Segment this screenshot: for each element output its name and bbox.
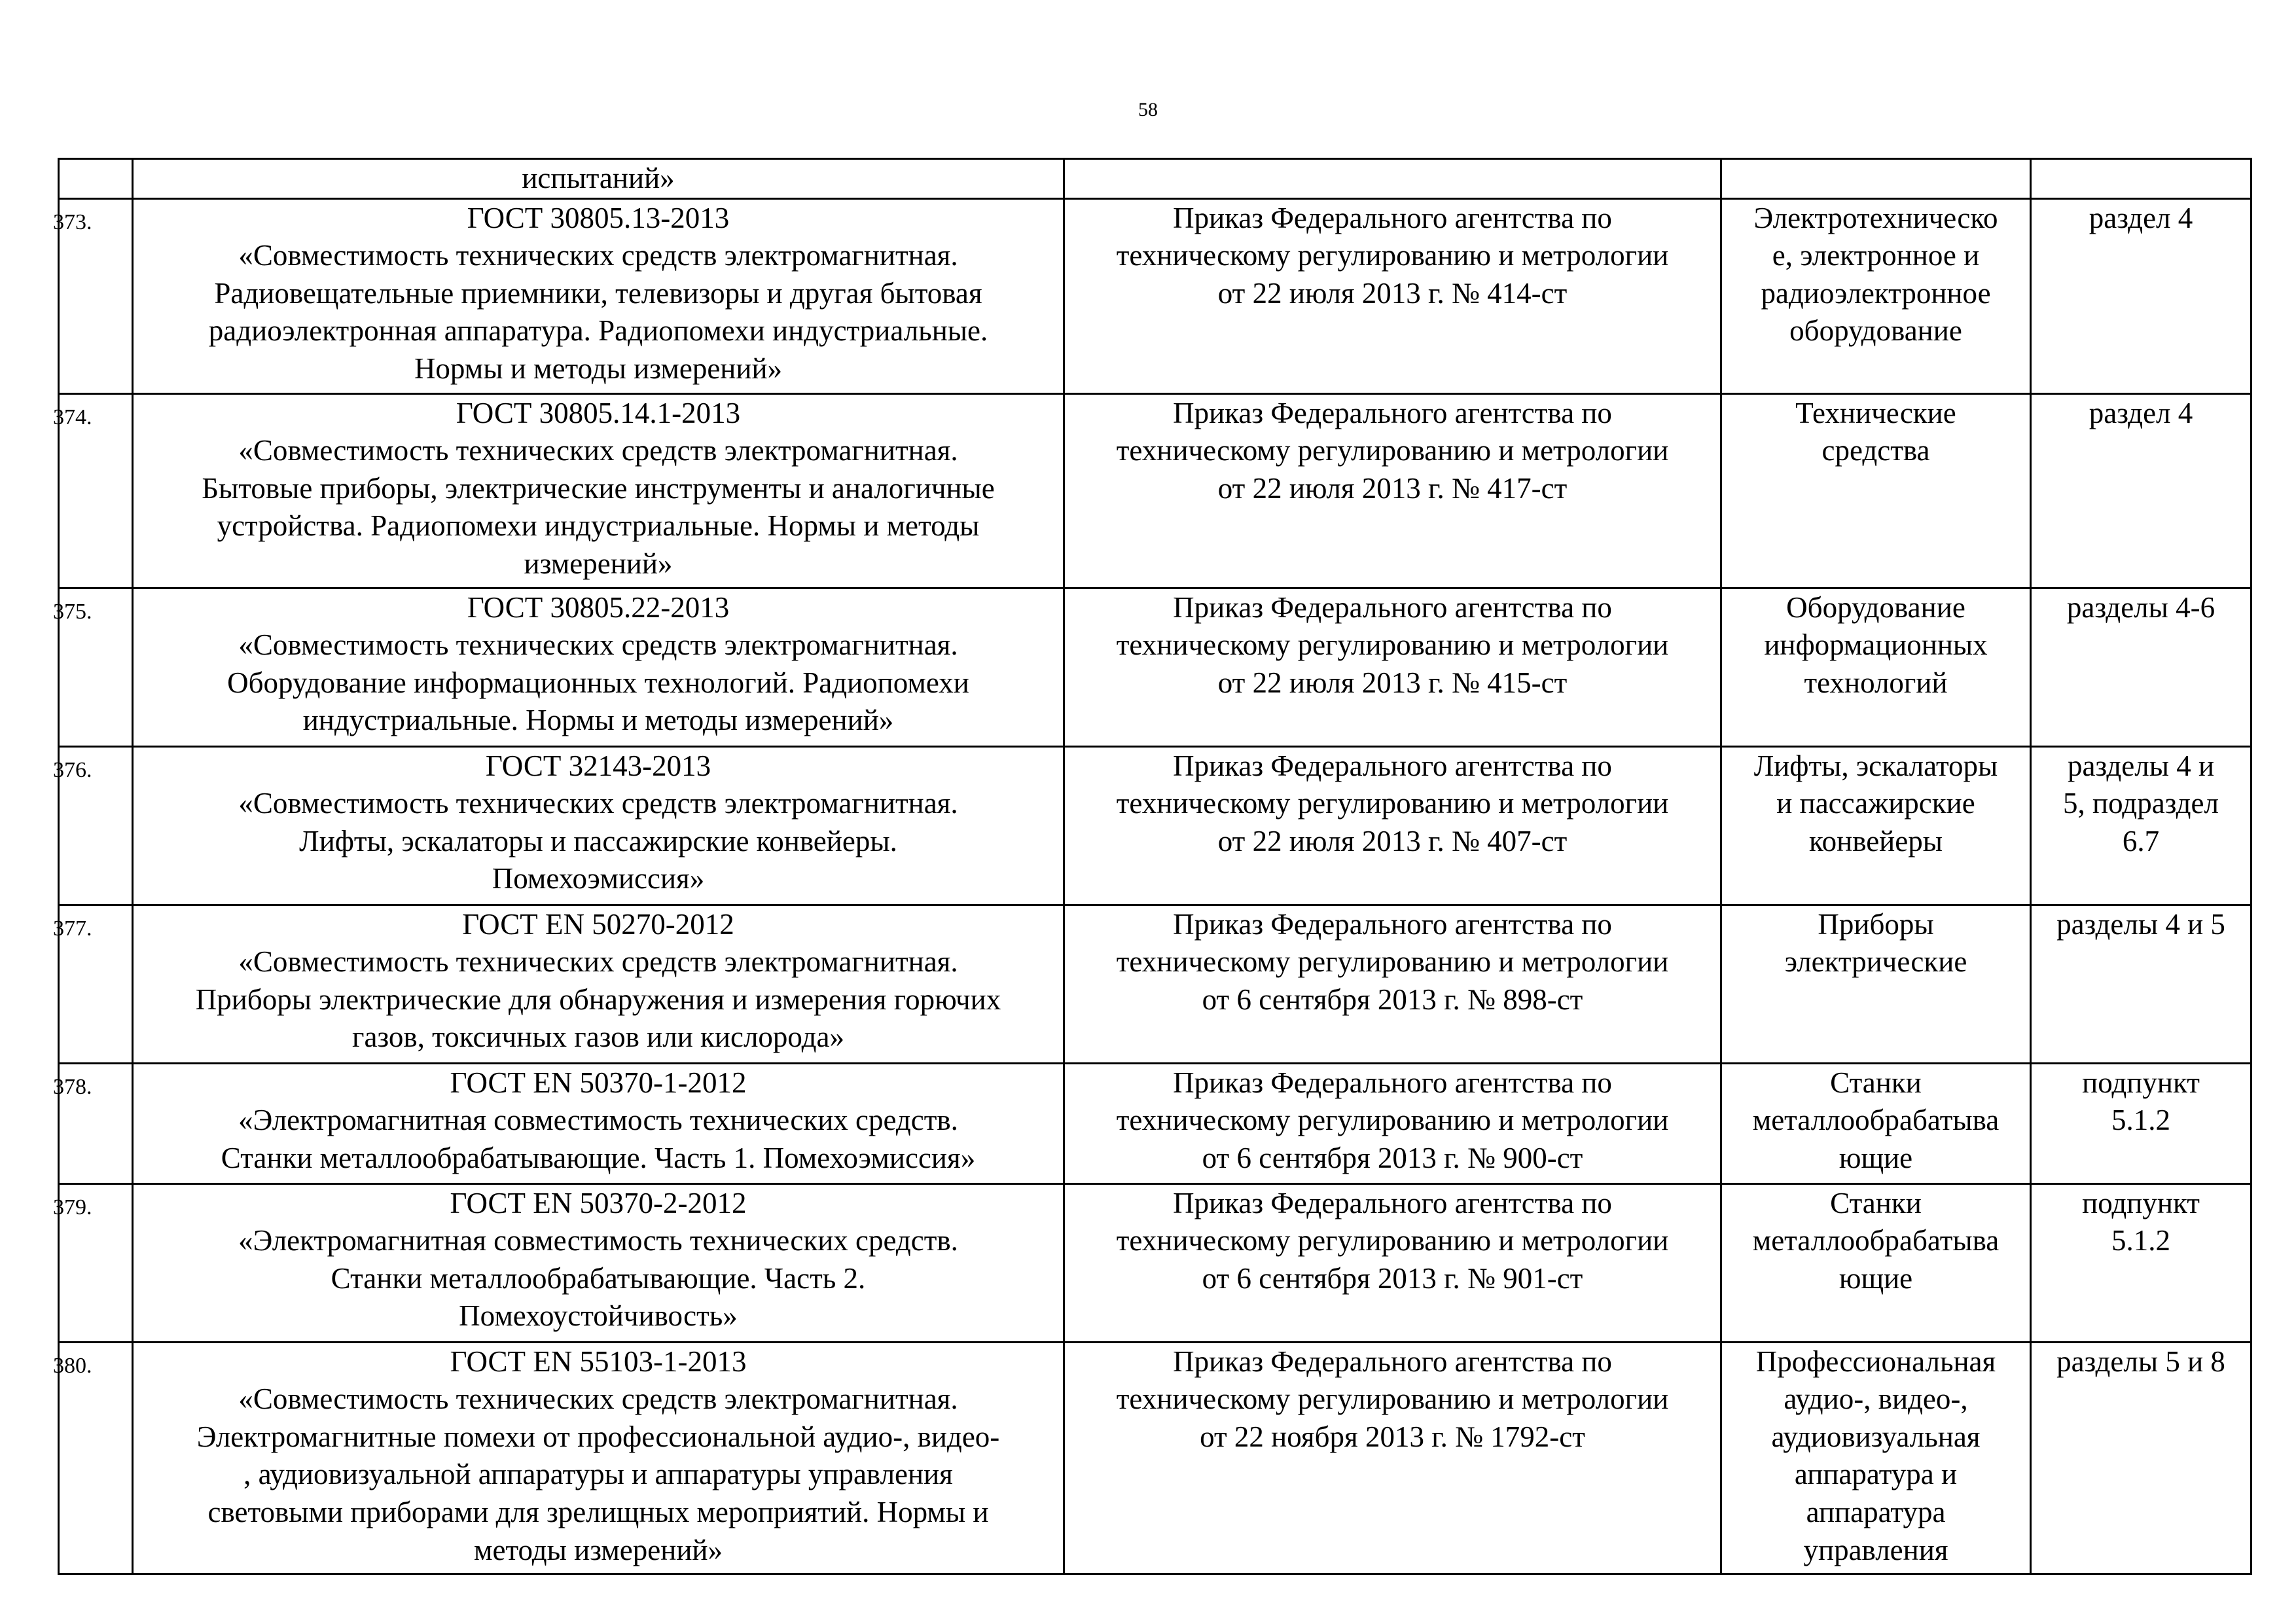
order-text-line: техническому регулированию и метрологии (1116, 945, 1669, 979)
order-text-line: техническому регулированию и метрологии (1116, 628, 1669, 662)
object-text-line: аудиовизуальная (1771, 1420, 1981, 1453)
standards-table (53, 158, 2252, 1575)
order-text-line: Приказ Федерального агентства по (1173, 907, 1612, 941)
gost-text-line: Лифты, эскалаторы и пассажирские конвейеры. (299, 824, 897, 857)
gost-text-line: ГОСТ EN 50370-1-2012 (450, 1066, 747, 1099)
section-text-line: разделы 4 и (2067, 749, 2215, 782)
gost-text-line: ГОСТ 30805.22-2013 (467, 590, 730, 624)
gost-text-line: , аудиовизуальной аппаратуры и аппаратуры управления (243, 1458, 953, 1491)
order-text-line: Приказ Федерального агентства по (1173, 1186, 1612, 1219)
gost-cell (133, 1342, 1064, 1574)
object-text-line: Приборы (1818, 907, 1934, 941)
section-text-line: разделы 4 и 5 (2056, 907, 2225, 941)
order-cell (1064, 905, 1721, 1063)
gost-text-line: Бытовые приборы, электрические инструменты и аналогичные (202, 471, 995, 505)
gost-text-line: Станки металлообрабатывающие. Часть 2. (331, 1261, 866, 1295)
object-text-line: Лифты, эскалаторы (1753, 749, 1998, 782)
section-cell (2031, 393, 2251, 588)
order-text-line: техническому регулированию и метрологии (1116, 787, 1669, 820)
gost-text-line: Радиовещательные приемники, телевизоры и другая бытовая (214, 276, 982, 310)
gost-text-line: ГОСТ EN 50270-2012 (462, 907, 734, 941)
gost-text-line: методы измерений» (474, 1533, 723, 1566)
object-text-line: ющие (1839, 1141, 1913, 1174)
continuation-gost-cell (133, 159, 1064, 199)
object-text-line: средства (1821, 434, 1930, 467)
gost-text-line: газов, токсичных газов или кислорода» (351, 1020, 844, 1054)
continuation-section-cell (2031, 159, 2251, 199)
row-number: 375. (53, 599, 92, 624)
object-cell (1721, 198, 2031, 393)
section-text-line: подпункт (2082, 1066, 2200, 1099)
object-text-line: управления (1803, 1533, 1948, 1566)
gost-text-line: радиоэлектронная аппаратура. Радиопомехи индустриальные. (208, 314, 988, 348)
order-text-line: техническому регулированию и метрологии (1116, 239, 1669, 272)
section-text-line: 5, подраздел (2063, 787, 2219, 820)
section-text-line: раздел 4 (2089, 201, 2193, 234)
gost-text-line: индустриальные. Нормы и методы измерений» (302, 704, 894, 737)
gost-text-line: ГОСТ 30805.14.1-2013 (456, 396, 741, 429)
object-text-line: Профессиональная (1755, 1344, 1996, 1378)
gost-text-line: «Совместимость технических средств электромагнитная. (238, 945, 958, 979)
gost-cell (133, 1183, 1064, 1342)
gost-text-line: «Совместимость технических средств электромагнитная. (238, 628, 958, 662)
continuation-order-cell (1064, 159, 1721, 199)
table-row (59, 198, 2251, 393)
table-row (59, 1063, 2251, 1183)
table-body (53, 159, 2251, 1574)
gost-cell (133, 746, 1064, 905)
object-text-line: радиоэлектронное (1761, 276, 1991, 310)
gost-text-line: устройства. Радиопомехи индустриальные. Нормы и методы (217, 509, 980, 543)
order-cell (1064, 746, 1721, 905)
object-text-line: Электротехническо (1753, 201, 1998, 234)
row-number-cell (53, 1063, 133, 1183)
row-number-cell (53, 588, 133, 746)
table-row (59, 1183, 2251, 1342)
section-text-line: 6.7 (2122, 824, 2160, 857)
order-text-line: Приказ Федерального агентства по (1173, 1066, 1612, 1099)
section-text-line: разделы 5 и 8 (2056, 1344, 2225, 1378)
gost-text-line: световыми приборами для зрелищных мероприятий. Нормы и (207, 1495, 989, 1528)
order-text-line: Приказ Федерального агентства по (1173, 201, 1612, 234)
order-text-line: Приказ Федерального агентства по (1173, 1344, 1612, 1378)
gost-cell (133, 393, 1064, 588)
gost-text-line: «Совместимость технических средств электромагнитная. (238, 434, 958, 467)
object-text-line: Технические (1795, 396, 1956, 429)
object-cell (1721, 1063, 2031, 1183)
object-text-line: е, электронное и (1772, 239, 1980, 272)
object-text-line: электрические (1784, 945, 1967, 979)
gost-text-line: ГОСТ EN 55103-1-2013 (450, 1344, 747, 1378)
gost-text-line: ГОСТ 30805.13-2013 (467, 201, 730, 234)
order-cell (1064, 1183, 1721, 1342)
gost-text-line: Помехоэмиссия» (492, 862, 705, 895)
gost-text-line: Электромагнитные помехи от профессиональной аудио-, видео- (196, 1420, 1000, 1453)
order-cell (1064, 1063, 1721, 1183)
object-text-line: аппаратура (1806, 1495, 1946, 1528)
order-text-line: от 22 ноября 2013 г. № 1792-ст (1200, 1420, 1585, 1453)
order-text-line: от 6 сентября 2013 г. № 898-ст (1202, 983, 1583, 1016)
order-text-line: от 22 июля 2013 г. № 417-ст (1217, 471, 1568, 505)
gost-text-line: ГОСТ EN 50370-2-2012 (450, 1186, 747, 1219)
section-text-line: 5.1.2 (2111, 1104, 2170, 1137)
section-text-line: разделы 4-6 (2066, 590, 2215, 624)
object-text-line: ющие (1839, 1261, 1913, 1295)
row-number-cell (53, 905, 133, 1063)
object-cell (1721, 1183, 2031, 1342)
section-text-line: раздел 4 (2089, 396, 2193, 429)
object-text-line: и пассажирские (1776, 787, 1975, 820)
gost-cell (133, 905, 1064, 1063)
gost-cell (133, 1063, 1064, 1183)
order-text-line: Приказ Федерального агентства по (1173, 590, 1612, 624)
object-cell (1721, 905, 2031, 1063)
gost-text-line: Станки металлообрабатывающие. Часть 1. Помехоэмиссия» (221, 1141, 976, 1174)
table-row (59, 746, 2251, 905)
object-text-line: Станки (1830, 1066, 1922, 1099)
object-cell (1721, 393, 2031, 588)
order-cell (1064, 393, 1721, 588)
object-text-line: конвейеры (1809, 824, 1943, 857)
order-text-line: от 6 сентября 2013 г. № 901-ст (1202, 1261, 1583, 1295)
section-cell (2031, 1342, 2251, 1574)
continuation-row (59, 159, 2251, 199)
row-number: 376. (53, 757, 92, 782)
gost-text-line: «Совместимость технических средств электромагнитная. (238, 239, 958, 272)
object-cell (1721, 746, 2031, 905)
order-text-line: от 6 сентября 2013 г. № 900-ст (1202, 1141, 1583, 1174)
section-text-line: подпункт (2082, 1186, 2200, 1219)
row-number: 378. (53, 1074, 92, 1099)
page-number: 58 (1138, 99, 1158, 120)
object-text-line: аппаратура и (1794, 1458, 1958, 1491)
object-text-line: информационных (1764, 628, 1988, 662)
gost-text-line: Приборы электрические для обнаружения и измерения горючих (195, 983, 1001, 1016)
table-row (59, 393, 2251, 588)
section-cell (2031, 746, 2251, 905)
table-row (59, 1342, 2251, 1574)
gost-cell (133, 198, 1064, 393)
row-number: 374. (53, 405, 92, 429)
section-cell (2031, 588, 2251, 746)
order-cell (1064, 1342, 1721, 1574)
row-number: 379. (53, 1195, 92, 1219)
object-text-line: технологий (1804, 666, 1948, 699)
order-text-line: техническому регулированию и метрологии (1116, 1382, 1669, 1416)
row-number-cell (53, 746, 133, 905)
object-text-line: Оборудование (1786, 590, 1965, 624)
section-cell (2031, 1183, 2251, 1342)
gost-text-line: Нормы и методы измерений» (414, 352, 783, 385)
object-text-line: металлообрабатыва (1752, 1104, 2000, 1137)
order-cell (1064, 588, 1721, 746)
section-text-line: 5.1.2 (2111, 1224, 2170, 1257)
order-text-line: от 22 июля 2013 г. № 414-ст (1217, 276, 1568, 310)
order-text-line: от 22 июля 2013 г. № 415-ст (1217, 666, 1568, 699)
table-row (59, 905, 2251, 1063)
gost-cell (133, 588, 1064, 746)
continuation-num-cell (59, 159, 133, 199)
row-number-cell (53, 1342, 133, 1574)
order-text-line: техническому регулированию и метрологии (1116, 1224, 1669, 1257)
object-text-line: Станки (1830, 1186, 1922, 1219)
gost-text-line: «Совместимость технических средств электромагнитная. (238, 787, 958, 820)
row-number-cell (53, 393, 133, 588)
object-text-line: металлообрабатыва (1752, 1224, 2000, 1257)
gost-text-line: «Электромагнитная совместимость технических средств. (238, 1224, 958, 1257)
gost-text-line: Помехоустойчивость» (459, 1299, 738, 1333)
section-cell (2031, 905, 2251, 1063)
row-number-cell (53, 198, 133, 393)
row-number: 373. (53, 209, 92, 234)
gost-text-line: «Электромагнитная совместимость технических средств. (238, 1104, 958, 1137)
object-text-line: оборудование (1789, 314, 1962, 348)
order-text-line: техническому регулированию и метрологии (1116, 434, 1669, 467)
object-text-line: аудио-, видео-, (1784, 1382, 1968, 1416)
table-row (59, 588, 2251, 746)
gost-text-line: измерений» (524, 547, 673, 580)
object-cell (1721, 588, 2031, 746)
object-cell (1721, 1342, 2031, 1574)
row-number: 377. (53, 916, 92, 941)
order-text-line: Приказ Федерального агентства по (1173, 396, 1612, 429)
gost-text-line: Оборудование информационных технологий. Радиопомехи (227, 666, 969, 699)
gost-text-line: ГОСТ 32143-2013 (485, 749, 711, 782)
order-text-line: Приказ Федерального агентства по (1173, 749, 1612, 782)
section-cell (2031, 1063, 2251, 1183)
order-text-line: техническому регулированию и метрологии (1116, 1104, 1669, 1137)
gost-text-line: «Совместимость технических средств электромагнитная. (238, 1382, 958, 1416)
continuation-object-cell (1721, 159, 2031, 199)
section-cell (2031, 198, 2251, 393)
continuation-text: испытаний» (522, 162, 675, 194)
order-text-line: от 22 июля 2013 г. № 407-ст (1217, 824, 1568, 857)
order-cell (1064, 198, 1721, 393)
row-number: 380. (53, 1353, 92, 1378)
row-number-cell (53, 1183, 133, 1342)
